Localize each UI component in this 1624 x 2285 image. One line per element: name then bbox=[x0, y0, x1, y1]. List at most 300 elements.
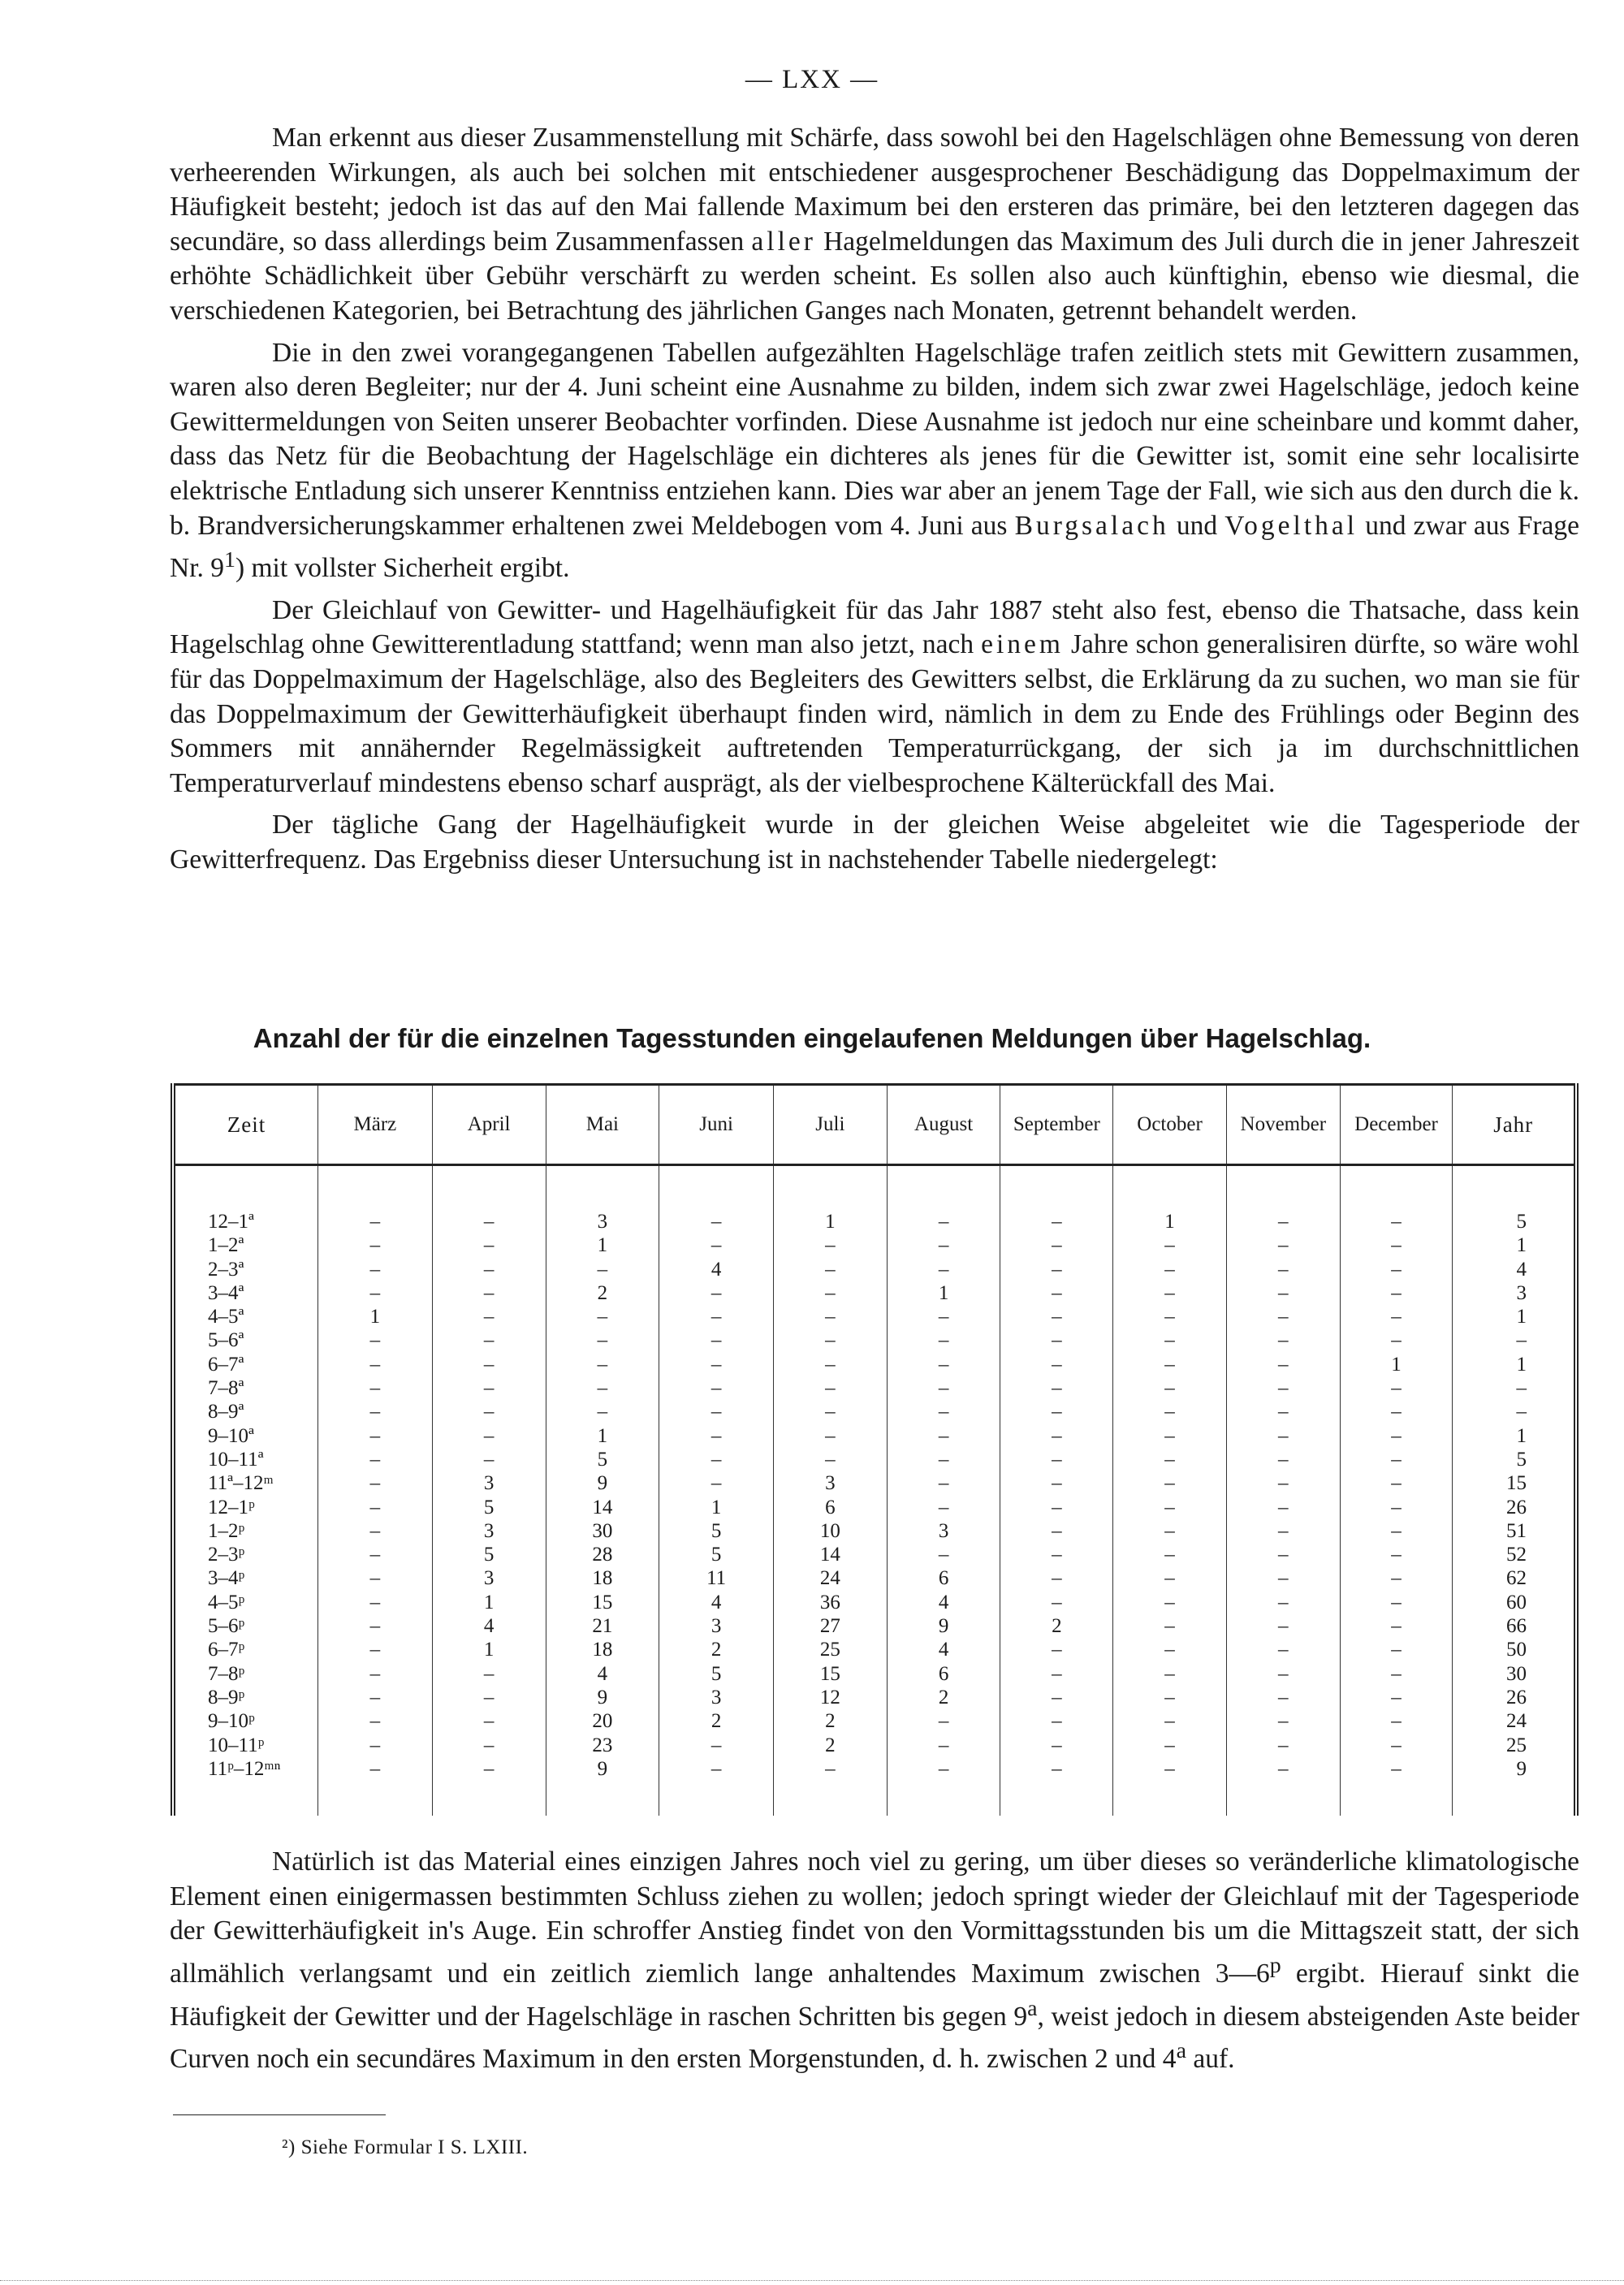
table-cell: – bbox=[1052, 1211, 1062, 1233]
table-cell: – bbox=[1164, 1615, 1175, 1638]
table-cell: – bbox=[1391, 1686, 1402, 1708]
emphasized-text: Vogelthal bbox=[1224, 510, 1358, 541]
table-cell: – bbox=[483, 1329, 495, 1352]
table-cell: – bbox=[1391, 1472, 1402, 1495]
table-cell: 1 bbox=[483, 1591, 495, 1613]
column-header: Juni bbox=[659, 1085, 774, 1165]
table-cell: 3 bbox=[597, 1211, 608, 1233]
table-cell: – bbox=[1391, 1710, 1402, 1733]
table-cell: 9 bbox=[597, 1472, 608, 1495]
table-cell: 5 bbox=[1516, 1211, 1527, 1233]
table-cell: 6 bbox=[825, 1496, 836, 1518]
table-cell: 2 bbox=[825, 1710, 836, 1733]
table-cell: – bbox=[1278, 1734, 1289, 1756]
table-cell: – bbox=[938, 1234, 949, 1257]
table-cell: 14 bbox=[819, 1544, 840, 1566]
table-cell: – bbox=[369, 1757, 381, 1780]
table-column bbox=[774, 1165, 888, 1816]
table-cell: – bbox=[1164, 1734, 1175, 1756]
table-cell: 5 bbox=[1516, 1448, 1527, 1471]
table-cell: – bbox=[1391, 1757, 1402, 1780]
table-cell: – bbox=[1278, 1544, 1289, 1566]
table-cell: – bbox=[597, 1377, 608, 1400]
table-cell: 6 bbox=[938, 1662, 949, 1685]
table-cell: – bbox=[483, 1306, 495, 1328]
table-cell: 4 bbox=[483, 1615, 495, 1638]
table-cell: 23 bbox=[592, 1734, 613, 1756]
table-cell: – bbox=[710, 1401, 722, 1423]
table-cell: 3 bbox=[710, 1615, 722, 1638]
table-cell: – bbox=[483, 1377, 495, 1400]
table-cell: 1 bbox=[825, 1211, 836, 1233]
page-number: — LXX — bbox=[745, 65, 879, 94]
table-column bbox=[887, 1165, 1000, 1816]
table-cell: – bbox=[597, 1306, 608, 1328]
column-header: Zeit bbox=[173, 1085, 318, 1165]
table-cell: – bbox=[1278, 1496, 1289, 1518]
table-cell: 1 bbox=[1516, 1353, 1527, 1376]
table-cell: – bbox=[825, 1377, 836, 1400]
table-cell: – bbox=[369, 1281, 381, 1304]
table-cell: – bbox=[369, 1734, 381, 1756]
time-range-cell: 2–3ᵖ bbox=[208, 1544, 245, 1566]
table-cell: – bbox=[938, 1710, 949, 1733]
table-cell: – bbox=[483, 1211, 495, 1233]
table-cell: – bbox=[1164, 1639, 1175, 1661]
table-cell: – bbox=[1278, 1662, 1289, 1685]
table-cell: – bbox=[1278, 1519, 1289, 1542]
table-cell: 28 bbox=[592, 1544, 613, 1566]
time-range-cell: 6–7ᵖ bbox=[208, 1639, 245, 1661]
time-range-cell: 5–6ª bbox=[208, 1329, 244, 1352]
table-cell: – bbox=[1391, 1639, 1402, 1661]
text-run: auf. bbox=[1186, 2044, 1235, 2075]
table-cell: – bbox=[1164, 1353, 1175, 1376]
table-cell: – bbox=[825, 1401, 836, 1423]
table-cell: – bbox=[369, 1686, 381, 1708]
table-cell: 26 bbox=[1506, 1496, 1527, 1518]
table-cell: – bbox=[369, 1662, 381, 1685]
table-cell: – bbox=[825, 1329, 836, 1352]
table-cell: – bbox=[483, 1234, 495, 1257]
column-header: April bbox=[432, 1085, 546, 1165]
table-cell: – bbox=[483, 1757, 495, 1780]
table-column bbox=[1453, 1165, 1576, 1816]
text-run: Jahre schon generalisiren dürfte, so wäre wohl für das Doppelmaximum der Hagelschläge, also des Begleiters des Gewitters selbst, die Erklärung da zu suchen, wo man sie für das Doppelmaximum der Gewitterhäufigkeit überhaupt finden wird, nämlich in dem zu Ende des Frühlings oder Beginn des Sommers mit annähernder Regelmässigkeit auftretenden Temperaturrückgang, der sich ja im durchschnittlichen Temperaturverlauf mindestens ebenso scharf ausprägt, als der vielbesprochene Kälterückfall des Mai. bbox=[170, 629, 1579, 798]
table-cell: – bbox=[483, 1734, 495, 1756]
table-cell: – bbox=[483, 1353, 495, 1376]
table-title: Anzahl der für die einzelnen Tagesstunden eingelaufenen Meldungen über Hagelschlag. bbox=[253, 1023, 1371, 1053]
table-cell: – bbox=[1052, 1757, 1062, 1780]
time-range-cell: 12–1ª bbox=[208, 1211, 254, 1233]
table-cell: 1 bbox=[1391, 1353, 1402, 1376]
table-cell: 4 bbox=[938, 1639, 949, 1661]
table-cell: – bbox=[710, 1329, 722, 1352]
paragraph bbox=[170, 1845, 1579, 2077]
table-cell: – bbox=[369, 1329, 381, 1352]
table-cell: – bbox=[1052, 1567, 1062, 1590]
table-cell: – bbox=[1278, 1401, 1289, 1423]
table-cell: – bbox=[369, 1353, 381, 1376]
table-cell: – bbox=[1052, 1401, 1062, 1423]
table-cell: – bbox=[597, 1353, 608, 1376]
table-cell: – bbox=[1164, 1519, 1175, 1542]
table-cell: – bbox=[1164, 1591, 1175, 1613]
table-cell: – bbox=[825, 1353, 836, 1376]
table-cell: 24 bbox=[1506, 1710, 1527, 1733]
table-column bbox=[659, 1165, 774, 1816]
table-cell: – bbox=[938, 1544, 949, 1566]
footnote: ²) Siehe Formular I S. LXIII. bbox=[282, 2136, 529, 2158]
table-cell: 3 bbox=[1516, 1281, 1527, 1304]
table-cell: – bbox=[825, 1234, 836, 1257]
table-cell: – bbox=[1391, 1591, 1402, 1613]
table-cell: – bbox=[369, 1567, 381, 1590]
table-cell: 15 bbox=[592, 1591, 613, 1613]
table-cell: – bbox=[1516, 1329, 1527, 1352]
table-cell: 2 bbox=[710, 1710, 722, 1733]
table-cell: – bbox=[1278, 1757, 1289, 1780]
table-cell: 60 bbox=[1506, 1591, 1527, 1613]
table-column bbox=[173, 1165, 318, 1816]
table-cell: 66 bbox=[1506, 1615, 1527, 1638]
table-cell: – bbox=[1052, 1472, 1062, 1495]
table-cell: 5 bbox=[597, 1448, 608, 1471]
table-cell: 1 bbox=[1516, 1424, 1527, 1447]
table-cell: – bbox=[1278, 1306, 1289, 1328]
table-cell: 4 bbox=[938, 1591, 949, 1613]
table-cell: 14 bbox=[592, 1496, 613, 1518]
table-cell: – bbox=[369, 1639, 381, 1661]
table-cell: – bbox=[483, 1686, 495, 1708]
table-cell: – bbox=[1391, 1734, 1402, 1756]
superscript: a bbox=[1176, 2038, 1186, 2064]
table-cell: – bbox=[1278, 1211, 1289, 1233]
table-cell: – bbox=[1164, 1472, 1175, 1495]
table-cell: – bbox=[1278, 1377, 1289, 1400]
time-range-cell: 2–3ª bbox=[208, 1258, 244, 1281]
table-cell: – bbox=[1164, 1234, 1175, 1257]
table-cell: – bbox=[1391, 1615, 1402, 1638]
table-cell: – bbox=[1164, 1401, 1175, 1423]
table-cell: – bbox=[1278, 1686, 1289, 1708]
table-cell: – bbox=[1052, 1496, 1062, 1518]
time-range-cell: 11ᵖ–12ᵐⁿ bbox=[208, 1757, 281, 1780]
paragraph bbox=[170, 808, 1579, 877]
table-cell: 3 bbox=[483, 1567, 495, 1590]
table-cell: – bbox=[710, 1353, 722, 1376]
table-cell: – bbox=[1391, 1377, 1402, 1400]
table-cell: 3 bbox=[710, 1686, 722, 1708]
table-cell: – bbox=[1391, 1662, 1402, 1685]
table-cell: 50 bbox=[1506, 1639, 1527, 1661]
table-cell: – bbox=[1052, 1329, 1062, 1352]
table-cell: 2 bbox=[597, 1281, 608, 1304]
table-cell: – bbox=[825, 1448, 836, 1471]
table-cell: – bbox=[1052, 1591, 1062, 1613]
table-cell: 5 bbox=[483, 1544, 495, 1566]
table-cell: 30 bbox=[592, 1519, 613, 1542]
table-cell: – bbox=[1052, 1662, 1062, 1685]
table-cell: 1 bbox=[710, 1496, 722, 1518]
time-range-cell: 9–10ª bbox=[208, 1424, 254, 1447]
table-cell: 2 bbox=[710, 1639, 722, 1661]
table-grid bbox=[171, 1083, 1579, 1816]
table-cell: 9 bbox=[938, 1615, 949, 1638]
table-column bbox=[432, 1165, 546, 1816]
table-cell: – bbox=[483, 1710, 495, 1733]
table-cell: 12 bbox=[819, 1686, 840, 1708]
text-run: Die in den zwei vorangegangenen Tabellen aufgezählten Hagelschläge trafen zeitlich stets mit Gewittern zusammen, waren also deren Begleiter; nur der 4. Juni scheint eine Ausnahme zu bilden, indem sich zwar zwei Hagelschläge, jedoch keine Gewittermeldungen von Seiten unserer Beobachter vorfinden. Diese Ausnahme ist jedoch nur eine scheinbare und kommt daher, dass das Netz für die Beobachtung der Hagelschläge ein dichteres als jenes für die Gewitter ist, somit eine sehr localisirte elektrische Entladung sich unserer Kenntniss entziehen kann. Dies war aber an jenem Tage der Fall, wie sich aus den durch die k. b. Brandversicherungskammer erhaltenen zwei Meldebogen vom 4. Juni aus bbox=[170, 337, 1579, 541]
table-cell: – bbox=[1052, 1519, 1062, 1542]
table-cell: – bbox=[1391, 1401, 1402, 1423]
table-cell: – bbox=[1052, 1424, 1062, 1447]
table-header-row bbox=[173, 1085, 1576, 1165]
column-header: October bbox=[1113, 1085, 1227, 1165]
table-cell: – bbox=[1164, 1329, 1175, 1352]
table-cell: 3 bbox=[483, 1519, 495, 1542]
table-cell: 6 bbox=[938, 1567, 949, 1590]
table-cell: – bbox=[1278, 1234, 1289, 1257]
hail-table bbox=[171, 1083, 1579, 1816]
text-run: und zwar aus Frage Nr. 9 bbox=[170, 510, 1579, 584]
table-cell: – bbox=[710, 1424, 722, 1447]
paragraph bbox=[170, 121, 1579, 329]
table-cell: – bbox=[1164, 1710, 1175, 1733]
table-cell: – bbox=[369, 1211, 381, 1233]
table-cell: – bbox=[825, 1306, 836, 1328]
table-cell: – bbox=[369, 1591, 381, 1613]
table-cell: – bbox=[710, 1472, 722, 1495]
table-cell: – bbox=[710, 1306, 722, 1328]
table-cell: – bbox=[1164, 1662, 1175, 1685]
table-cell: – bbox=[1164, 1258, 1175, 1281]
table-cell: – bbox=[710, 1377, 722, 1400]
table-cell: – bbox=[1391, 1496, 1402, 1518]
table-cell: – bbox=[1164, 1448, 1175, 1471]
table-cell: – bbox=[369, 1401, 381, 1423]
table-cell: 62 bbox=[1506, 1567, 1527, 1590]
table-cell: – bbox=[1164, 1377, 1175, 1400]
table-cell: – bbox=[1278, 1472, 1289, 1495]
table-cell: 36 bbox=[819, 1591, 840, 1613]
table-cell: – bbox=[1164, 1757, 1175, 1780]
table-cell: 9 bbox=[597, 1757, 608, 1780]
table-cell: – bbox=[1516, 1377, 1527, 1400]
table-cell: – bbox=[1278, 1424, 1289, 1447]
table-column bbox=[1113, 1165, 1227, 1816]
table-cell: – bbox=[1278, 1329, 1289, 1352]
emphasized-text: einem bbox=[981, 629, 1064, 660]
table-cell: 1 bbox=[1164, 1211, 1175, 1233]
table-cell: – bbox=[1391, 1519, 1402, 1542]
table-cell: – bbox=[1164, 1306, 1175, 1328]
table-cell: – bbox=[1391, 1306, 1402, 1328]
table-cell: – bbox=[1164, 1567, 1175, 1590]
table-cell: – bbox=[1052, 1686, 1062, 1708]
table-cell: – bbox=[1052, 1710, 1062, 1733]
table-cell: – bbox=[938, 1496, 949, 1518]
superscript: p bbox=[1269, 1952, 1281, 1978]
table-cell: – bbox=[369, 1377, 381, 1400]
table-cell: – bbox=[1391, 1258, 1402, 1281]
table-cell: – bbox=[710, 1757, 722, 1780]
table-cell: 9 bbox=[597, 1686, 608, 1708]
table-cell: – bbox=[938, 1377, 949, 1400]
text-run: ergibt. Hierauf sinkt die Häufigkeit der Gewitter und der Hagelschläge in raschen Schritten bis gegen 9 bbox=[170, 1958, 1579, 2032]
table-cell: 24 bbox=[819, 1567, 840, 1590]
table-cell: – bbox=[483, 1401, 495, 1423]
paragraphs-top bbox=[170, 121, 1579, 878]
paragraph bbox=[170, 594, 1579, 801]
table-cell: 5 bbox=[710, 1662, 722, 1685]
table-cell: – bbox=[369, 1544, 381, 1566]
time-range-cell: 3–4ᵖ bbox=[208, 1567, 245, 1590]
text-run: Der tägliche Gang der Hagelhäufigkeit wurde in der gleichen Weise abgeleitet wie die Tagesperiode der Gewitterfrequenz. Das Ergebniss dieser Untersuchung ist in nachstehender Tabelle niedergelegt: bbox=[170, 810, 1579, 875]
table-cell: – bbox=[483, 1448, 495, 1471]
table-cell: – bbox=[369, 1234, 381, 1257]
table-cell: – bbox=[1278, 1281, 1289, 1304]
time-range-cell: 11ª–12ᵐ bbox=[208, 1472, 274, 1495]
table-cell: – bbox=[1278, 1639, 1289, 1661]
table-body-row bbox=[173, 1165, 1576, 1816]
table-cell: 9 bbox=[1516, 1757, 1527, 1780]
table-cell: 1 bbox=[369, 1306, 381, 1328]
column-header: Jahr bbox=[1453, 1085, 1576, 1165]
column-header: November bbox=[1226, 1085, 1340, 1165]
bottom-edge-rule bbox=[0, 2280, 1624, 2281]
table-cell: 4 bbox=[597, 1662, 608, 1685]
table-cell: 52 bbox=[1506, 1544, 1527, 1566]
table-cell: – bbox=[710, 1234, 722, 1257]
time-range-cell: 7–8ª bbox=[208, 1377, 244, 1400]
table-cell: 3 bbox=[938, 1519, 949, 1542]
time-range-cell: 4–5ª bbox=[208, 1306, 244, 1328]
table-cell: 4 bbox=[1516, 1258, 1527, 1281]
table-cell: – bbox=[1164, 1686, 1175, 1708]
table-cell: 5 bbox=[710, 1544, 722, 1566]
column-header: September bbox=[1000, 1085, 1113, 1165]
table-cell: 11 bbox=[706, 1567, 727, 1590]
table-column bbox=[546, 1165, 659, 1816]
table-cell: – bbox=[1052, 1544, 1062, 1566]
table-cell: – bbox=[938, 1757, 949, 1780]
table-cell: – bbox=[1391, 1424, 1402, 1447]
table-cell: – bbox=[938, 1329, 949, 1352]
text-run: Man erkennt aus dieser Zusammenstellung mit Schärfe, dass sowohl bei den Hagelschlägen ohne Bemessung von deren verheerenden Wirkungen, als auch bei solchen mit entschiedener ausgesprochener Beschädigung das Doppelmaximum der Häufigkeit besteht; jedoch ist das auf den Mai fallende Maximum bei den ersteren das primäre, bei den letzteren dagegen das secundäre, so dass allerdings beim Zusammenfassen bbox=[170, 123, 1579, 257]
table-cell: – bbox=[1052, 1734, 1062, 1756]
table-cell: – bbox=[369, 1424, 381, 1447]
time-range-cell: 10–11ª bbox=[208, 1448, 264, 1471]
table-cell: – bbox=[483, 1662, 495, 1685]
table-cell: 4 bbox=[710, 1258, 722, 1281]
table-cell: – bbox=[1391, 1448, 1402, 1471]
column-header: März bbox=[318, 1085, 433, 1165]
table-cell: – bbox=[938, 1401, 949, 1423]
table-cell: – bbox=[1164, 1424, 1175, 1447]
table-cell: – bbox=[938, 1424, 949, 1447]
table-cell: 10 bbox=[819, 1519, 840, 1542]
table-cell: – bbox=[597, 1258, 608, 1281]
table-cell: – bbox=[369, 1710, 381, 1733]
time-range-cell: 3–4ª bbox=[208, 1281, 244, 1304]
table-cell: 18 bbox=[592, 1567, 613, 1590]
table-cell: 5 bbox=[710, 1519, 722, 1542]
table-cell: – bbox=[1052, 1353, 1062, 1376]
table-cell: – bbox=[1391, 1329, 1402, 1352]
table-cell: – bbox=[1278, 1710, 1289, 1733]
footnote-rule bbox=[173, 2114, 386, 2115]
table-column bbox=[1000, 1165, 1113, 1816]
table-cell: – bbox=[825, 1258, 836, 1281]
table-cell: – bbox=[1278, 1448, 1289, 1471]
table-cell: – bbox=[1278, 1353, 1289, 1376]
column-header: Mai bbox=[546, 1085, 659, 1165]
table-cell: – bbox=[938, 1448, 949, 1471]
table-cell: – bbox=[938, 1211, 949, 1233]
table-cell: – bbox=[710, 1734, 722, 1756]
table-cell: 1 bbox=[1516, 1306, 1527, 1328]
column-header: Juli bbox=[774, 1085, 888, 1165]
superscript: 1 bbox=[224, 547, 235, 573]
table-column bbox=[1226, 1165, 1340, 1816]
time-range-cell: 12–1ᵖ bbox=[208, 1496, 255, 1518]
time-range-cell: 8–9ª bbox=[208, 1401, 244, 1423]
table-cell: 3 bbox=[483, 1472, 495, 1495]
table-cell: – bbox=[369, 1615, 381, 1638]
table-cell: – bbox=[1278, 1258, 1289, 1281]
table-cell: 18 bbox=[592, 1639, 613, 1661]
table-cell: – bbox=[1278, 1567, 1289, 1590]
time-range-cell: 1–2ª bbox=[208, 1234, 244, 1257]
time-range-cell: 4–5ᵖ bbox=[208, 1591, 245, 1613]
table-cell: 1 bbox=[1516, 1234, 1527, 1257]
table-cell: – bbox=[1391, 1567, 1402, 1590]
table-cell: – bbox=[369, 1496, 381, 1518]
table-cell: – bbox=[1391, 1281, 1402, 1304]
table-cell: – bbox=[1516, 1401, 1527, 1423]
table-cell: 2 bbox=[825, 1734, 836, 1756]
table-cell: – bbox=[369, 1519, 381, 1542]
table-cell: – bbox=[710, 1448, 722, 1471]
table-cell: – bbox=[710, 1211, 722, 1233]
table-cell: – bbox=[825, 1757, 836, 1780]
table-cell: – bbox=[1391, 1211, 1402, 1233]
table-cell: 1 bbox=[597, 1234, 608, 1257]
table-cell: 1 bbox=[483, 1639, 495, 1661]
text-run: und bbox=[1168, 510, 1225, 541]
table-cell: – bbox=[1052, 1306, 1062, 1328]
text-run: Natürlich ist das Material eines einzigen Jahres noch viel zu gering, um über dieses so veränderliche klimatologische Element einen einigermassen bestimmten Schluss ziehen zu wollen; jedoch springt wieder der Gleichlauf mit der Tagesperiode der Gewitterhäufigkeit in's Auge. Ein schroffer Anstieg findet von den Vormittagsstunden bis um die Mittagszeit statt, der sich allmählich verlangsamt und ein zeitlich ziemlich lange anhaltendes Maximum zwischen 3—6 bbox=[170, 1847, 1579, 1989]
table-cell: 26 bbox=[1506, 1686, 1527, 1708]
time-range-cell: 9–10ᵖ bbox=[208, 1710, 255, 1733]
table-cell: 2 bbox=[938, 1686, 949, 1708]
table-cell: – bbox=[1052, 1639, 1062, 1661]
table-cell: – bbox=[369, 1448, 381, 1471]
table-cell: – bbox=[483, 1424, 495, 1447]
table-cell: – bbox=[1391, 1544, 1402, 1566]
table-cell: – bbox=[1164, 1496, 1175, 1518]
text-run: ) mit vollster Sicherheit ergibt. bbox=[235, 553, 570, 584]
table-cell: – bbox=[369, 1258, 381, 1281]
table-cell: – bbox=[597, 1329, 608, 1352]
table-cell: 27 bbox=[819, 1615, 840, 1638]
table-cell: – bbox=[710, 1281, 722, 1304]
emphasized-text: aller bbox=[751, 226, 816, 257]
table-cell: – bbox=[597, 1401, 608, 1423]
table-cell: – bbox=[1164, 1544, 1175, 1566]
paragraph bbox=[170, 336, 1579, 586]
